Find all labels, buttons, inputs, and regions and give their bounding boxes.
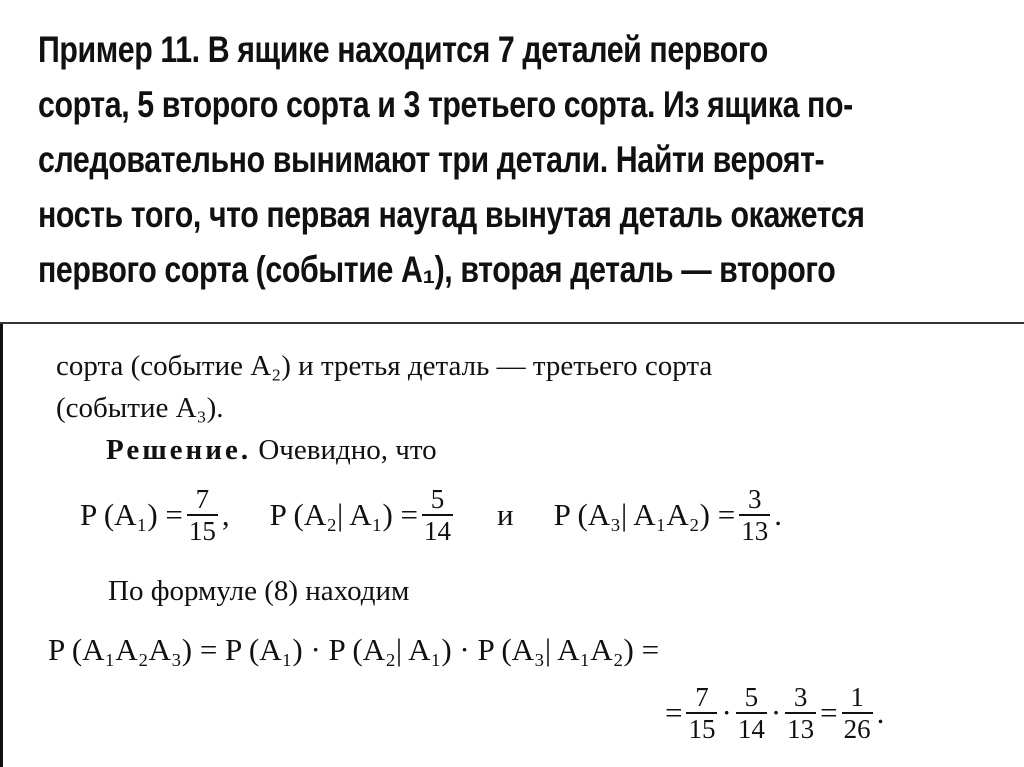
problem-statement (38, 22, 1006, 297)
result-f3-numerator: 3 (793, 682, 808, 712)
result-f3-denominator: 13 (787, 714, 815, 744)
result-fraction-3 (785, 682, 816, 744)
p3-lhs: P (A₃| A₁A₂) = (553, 497, 736, 532)
p3-fraction (739, 484, 770, 546)
result-f2-denominator: 14 (737, 714, 765, 744)
continuation-text (56, 345, 712, 471)
problem-line-5: первого сорта (событие A₁), вторая деталь — второго (38, 249, 836, 290)
continuation-line-1: сорта (событие A₂) и третья деталь — третьего сорта (56, 350, 713, 382)
p1-numerator: 7 (195, 484, 210, 514)
result-f1-denominator: 15 (688, 714, 716, 744)
equation-probabilities: P (A₁) = $\frac{7}{15}$ , P (A₂| A₁) = $\frac{5}{14}$ и P (A₃| A₁A₂) = $\frac{3}{13}$ . (80, 484, 782, 546)
equation-result: = $\frac{7}{15}$ · $\frac{5}{14}$ · $\frac{3}{13}$ = $\frac{1}{26}$ . (665, 682, 885, 744)
p1-denominator: 15 (188, 516, 216, 546)
problem-line-3: следовательно вынимают три детали. Найти вероят- (38, 139, 825, 180)
result-fraction-2 (736, 682, 767, 744)
scan-edge (0, 324, 3, 767)
scan-seam-divider (0, 322, 1024, 324)
solution-text: Очевидно, что (258, 434, 437, 466)
p1-lhs: P (A₁) = (80, 497, 183, 532)
p2-numerator: 5 (430, 484, 445, 514)
solution-line (56, 429, 712, 471)
p3-numerator: 3 (747, 484, 762, 514)
formula-intro: По формуле (8) находим (108, 575, 410, 607)
p2-fraction (422, 484, 453, 546)
conjunction: и (497, 497, 514, 532)
p2-lhs: P (A₂| A₁) = (269, 497, 419, 532)
problem-line-1: Пример 11. В ящике находится 7 деталей первого (38, 29, 768, 70)
p1-fraction (187, 484, 218, 546)
continuation-line-2: (событие A₃). (56, 392, 224, 424)
result-final-denominator: 26 (843, 714, 871, 744)
problem-line-4: ность того, что первая наугад вынутая деталь окажется (38, 194, 865, 235)
equation-product: P (A₁A₂A₃) = P (A₁) · P (A₂| A₁) · P (A₃| A₁A₂) = (48, 632, 660, 667)
result-f1-numerator: 7 (695, 682, 709, 712)
result-fraction-1 (686, 682, 717, 744)
result-final-numerator: 1 (850, 682, 864, 712)
problem-line-2: сорта, 5 второго сорта и 3 третьего сорта. Из ящика по- (38, 84, 853, 125)
solution-heading: Решение. (106, 434, 252, 466)
result-f2-numerator: 5 (744, 682, 759, 712)
result-final-fraction (842, 682, 873, 744)
p3-denominator: 13 (741, 516, 769, 546)
p2-denominator: 14 (424, 516, 452, 546)
